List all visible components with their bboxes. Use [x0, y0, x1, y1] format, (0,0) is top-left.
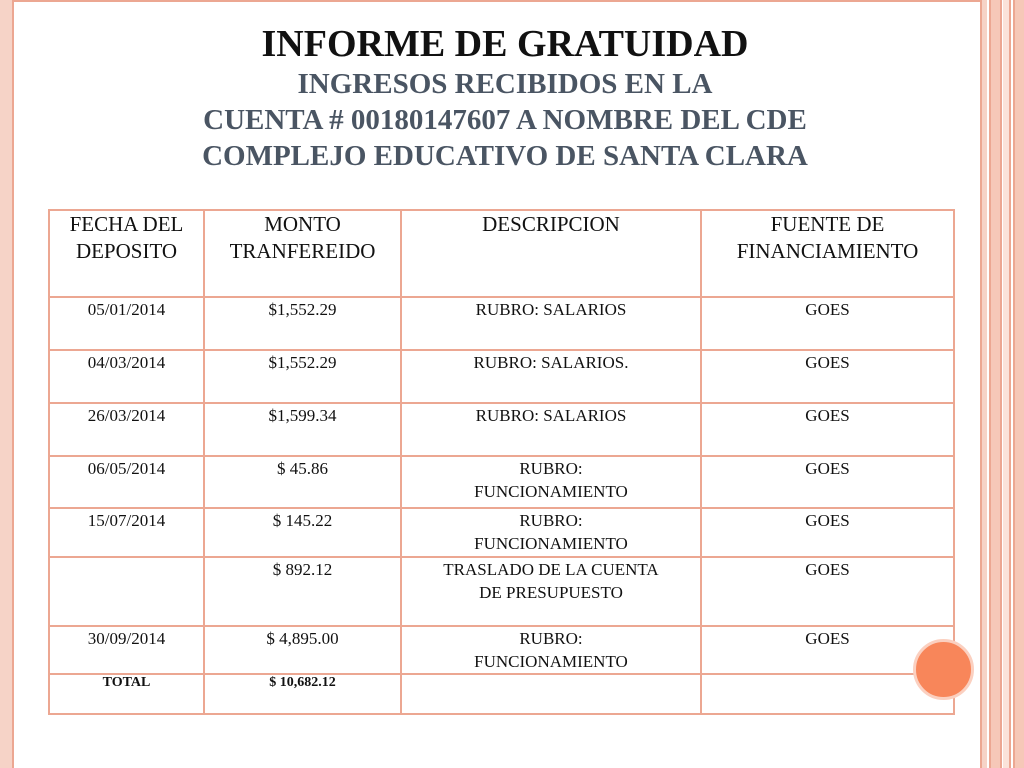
cell-descripcion: [401, 626, 701, 674]
desc-line-1: RUBRO:: [519, 511, 583, 530]
table-row: [49, 508, 954, 557]
subtitle-line-1: INGRESOS RECIBIDOS EN LA: [297, 68, 713, 100]
desc-line-1: RUBRO: SALARIOS: [475, 406, 627, 425]
subtitle-line-2: CUENTA # 00180147607 A NOMBRE DEL CDE: [203, 104, 807, 136]
table-total-row: [49, 674, 954, 714]
header-descripcion: [401, 210, 701, 297]
cell-monto: $1,599.34: [204, 403, 401, 456]
cell-fuente: GOES: [701, 350, 954, 403]
left-decorative-border: [0, 0, 14, 768]
desc-line-2: DE PRESUPUESTO: [479, 583, 623, 602]
cell-fecha: 06/05/2014: [49, 456, 204, 508]
table-row: [49, 557, 954, 626]
cell-descripcion: [401, 297, 701, 350]
cell-monto: $1,552.29: [204, 297, 401, 350]
desc-line-2: FUNCIONAMIENTO: [474, 534, 628, 553]
cell-fuente: GOES: [701, 557, 954, 626]
desc-line-1: RUBRO: SALARIOS: [475, 300, 627, 319]
total-monto: $ 10,682.12: [204, 674, 401, 714]
header-fuente-line-1: FUENTE DE: [770, 212, 885, 236]
cell-fuente: GOES: [701, 456, 954, 508]
cell-fecha: 05/01/2014: [49, 297, 204, 350]
right-decorative-stripes: [980, 0, 1024, 768]
cell-monto: $1,552.29: [204, 350, 401, 403]
desc-line-1: TRASLADO DE LA CUENTA: [443, 560, 659, 579]
desc-line-1: RUBRO:: [519, 459, 583, 478]
cell-fuente: GOES: [701, 508, 954, 557]
cell-monto: $ 145.22: [204, 508, 401, 557]
desc-line-2: FUNCIONAMIENTO: [474, 652, 628, 671]
header-monto-line-1: MONTO: [264, 212, 341, 236]
cell-monto: $ 45.86: [204, 456, 401, 508]
table-header-row: [49, 210, 954, 297]
cell-monto: $ 892.12: [204, 557, 401, 626]
top-decorative-line: [12, 0, 980, 2]
desc-line-2: FUNCIONAMIENTO: [474, 482, 628, 501]
header-monto-line-2: TRANFEREIDO: [229, 239, 376, 263]
total-empty-cell: [401, 674, 701, 714]
cell-monto: $ 4,895.00: [204, 626, 401, 674]
desc-line-1: RUBRO:: [519, 629, 583, 648]
subtitle-line-3: COMPLEJO EDUCATIVO DE SANTA CLARA: [202, 140, 808, 172]
table-row: [49, 456, 954, 508]
table-row: [49, 403, 954, 456]
deposits-table: [48, 209, 955, 715]
header-descripcion-text: DESCRIPCION: [482, 212, 620, 236]
cell-fecha: 26/03/2014: [49, 403, 204, 456]
orange-circle-decoration: [913, 639, 974, 700]
header-monto: [204, 210, 401, 297]
header-fecha-line-2: DEPOSITO: [75, 239, 178, 263]
cell-descripcion: [401, 403, 701, 456]
cell-fuente: GOES: [701, 626, 954, 674]
cell-fuente: GOES: [701, 403, 954, 456]
cell-descripcion: [401, 350, 701, 403]
table-row: [49, 350, 954, 403]
header-fuente: [701, 210, 954, 297]
cell-fecha: [49, 557, 204, 626]
total-label: TOTAL: [49, 674, 204, 714]
cell-fecha: 30/09/2014: [49, 626, 204, 674]
header-fecha-line-1: FECHA DEL: [69, 212, 184, 236]
cell-fuente: GOES: [701, 297, 954, 350]
table-row: [49, 626, 954, 674]
cell-fecha: 15/07/2014: [49, 508, 204, 557]
page-title: INFORME DE GRATUIDAD: [261, 23, 749, 65]
cell-fecha: 04/03/2014: [49, 350, 204, 403]
title-block: [60, 22, 950, 174]
desc-line-1: RUBRO: SALARIOS.: [473, 353, 629, 372]
cell-descripcion: [401, 456, 701, 508]
cell-descripcion: [401, 557, 701, 626]
table-row: [49, 297, 954, 350]
cell-descripcion: [401, 508, 701, 557]
header-fuente-line-2: FINANCIAMIENTO: [736, 239, 919, 263]
header-fecha: [49, 210, 204, 297]
